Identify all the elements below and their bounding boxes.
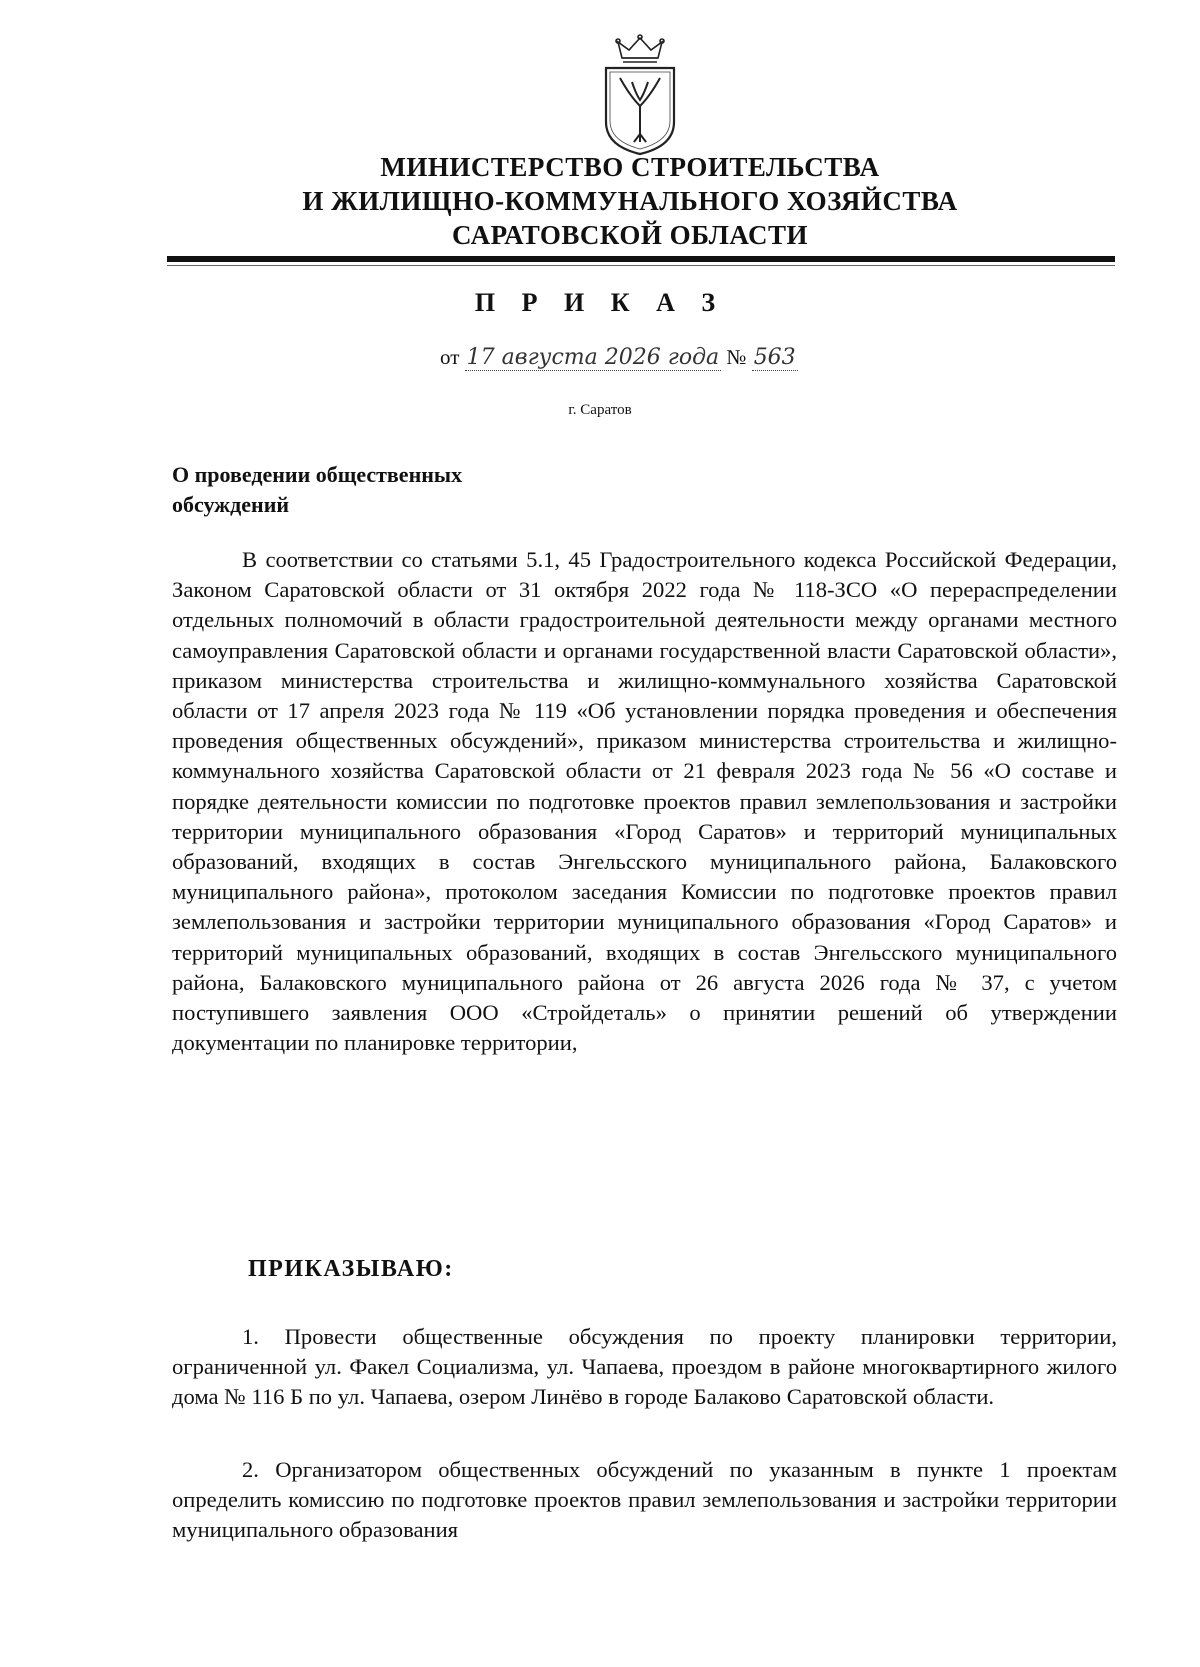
number-prefix: № bbox=[726, 345, 747, 369]
city-label: г. Саратов bbox=[568, 402, 632, 418]
order-item-2: 2. Организатором общественных обсуждений по указанным в пункте 1 проектам определить комиссию по подготовке проектов правил землепользования и застройки территории муниципального образования bbox=[172, 1457, 1117, 1543]
order-date-number-line bbox=[440, 345, 798, 370]
subject-line-2: обсуждений bbox=[172, 492, 290, 517]
saratov-coat-of-arms-icon bbox=[596, 34, 684, 156]
header-divider bbox=[167, 256, 1115, 262]
order-title: П Р И К А З bbox=[474, 288, 726, 317]
handwritten-date: 17 августа 2026 года bbox=[466, 345, 720, 370]
ministry-header bbox=[150, 150, 1110, 252]
subject-line-1: О проведении общественных bbox=[172, 462, 463, 487]
date-prefix: от bbox=[440, 345, 460, 369]
handwritten-number: 563 bbox=[753, 345, 796, 370]
ministry-name-line-3: САРАТОВСКОЙ ОБЛАСТИ bbox=[451, 220, 809, 250]
order-item-1: 1. Провести общественные обсуждения по проекту планировки территории, ограниченной ул. Факел Социализма, ул. Чапаева, проездом в районе многоквартирного жилого дома № 116 Б по ул. Чапаева, озером Линёво в городе Балаково Саратовской области. bbox=[172, 1324, 1117, 1410]
decree-heading: ПРИКАЗЫВАЮ: bbox=[248, 1256, 454, 1282]
order-subject bbox=[172, 460, 462, 520]
ministry-name-line-2: И ЖИЛИЩНО-КОММУНАЛЬНОГО ХОЗЯЙСТВА bbox=[302, 186, 958, 216]
preamble-paragraph: В соответствии со статьями 5.1, 45 Градостроительного кодекса Российской Федерации, Законом Саратовской области от 31 октября 2022 года № 118-ЗСО «О перераспределении отдельных полномочий в области градостроительной деятельности между органами местного самоуправления Саратовской области и органами государственной власти Саратовской области», приказом министерства строительства и жилищно-коммунального хозяйства Саратовской области от 17 апреля 2023 года № 119 «Об установлении порядка проведения и обеспечения проведения общественных обсуждений», приказом министерства строительства и жилищно-коммунального хозяйства Саратовской области от 21 февраля 2023 года № 56 «О составе и порядке деятельности комиссии по подготовке проектов правил землепользования и застройки территории муниципального образования «Город Саратов» и территорий муниципальных образований, входящих в состав Энгельсского муниципального района, Балаковского муниципального района», протоколом заседания Комиссии по подготовке проектов правил землепользования и застройки территории муниципального образования «Город Саратов» и территорий муниципальных образований, входящих в состав Энгельсского муниципального района, Балаковского муниципального района от 26 августа 2026 года № 37, с учетом поступившего заявления ООО «Стройдеталь» о принятии решений об утверждении документации по планировке территории, bbox=[172, 547, 1117, 1056]
header-divider-thin bbox=[167, 265, 1115, 266]
ministry-name-line-1: МИНИСТЕРСТВО СТРОИТЕЛЬСТВА bbox=[380, 152, 880, 182]
